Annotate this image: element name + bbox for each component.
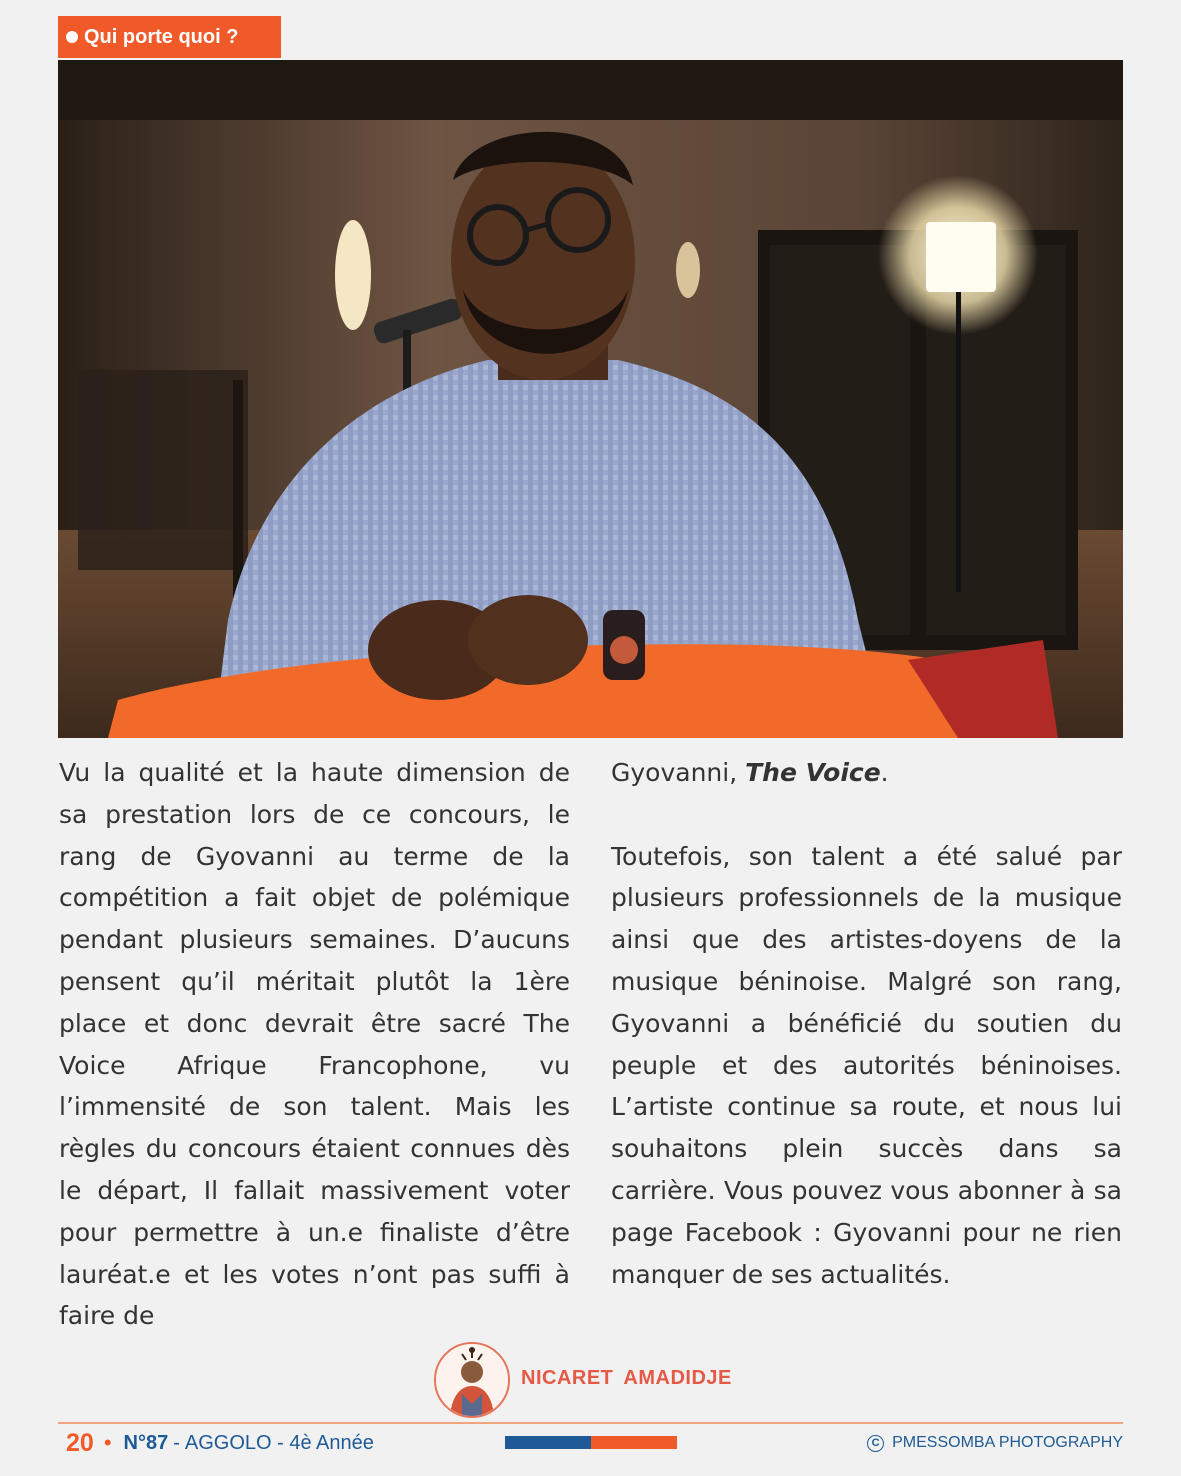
author-first-name: NICARET (521, 1367, 614, 1389)
footer-separator: - (173, 1431, 180, 1454)
page-number: 20 (66, 1428, 94, 1457)
article-paragraph: Toutefois, son talent a été salué par plusieurs professionnels de la musique ainsi que des artistes-doyens de la musique béninoise. Malgré son rang, Gyovanni a bénéficié du soutien du peuple et des autorités béninoises. L’artiste continue sa route, et nous lui souhaitons plein succès dans sa carrière. Vous pouvez vous abonner à sa page Facebook : Gyovanni pour ne rien manquer de ses actualités. (611, 841, 1122, 1289)
author-name (521, 1367, 732, 1390)
author-avatar (434, 1342, 510, 1418)
footer-color-bars (505, 1436, 677, 1449)
lead-text: Gyovanni, (611, 758, 746, 787)
author-last-name: AMADIDJE (623, 1367, 732, 1389)
footer-bar-orange (591, 1436, 677, 1449)
article-column-right (611, 752, 1122, 1295)
magazine-name: AGGOLO - 4è Année (184, 1431, 374, 1454)
lead-emphasis: The Voice (745, 758, 881, 787)
article-lead (611, 752, 1122, 794)
footer-bullet: • (103, 1430, 112, 1455)
lead-end: . (880, 758, 889, 787)
footer-bar-blue (505, 1436, 591, 1449)
footer-issue-info (66, 1427, 374, 1459)
main-photo (58, 60, 1123, 738)
footer-divider (58, 1422, 1123, 1424)
copyright-icon: C (867, 1435, 884, 1452)
paragraph-spacer (611, 794, 1122, 836)
section-tag-label: Qui porte quoi ? (84, 25, 239, 48)
bullet-dot-icon (66, 31, 78, 43)
photo-credit-label: PMESSOMBA PHOTOGRAPHY (892, 1434, 1123, 1451)
article-column-left (59, 752, 570, 1337)
photo-credit (867, 1431, 1123, 1455)
article-paragraph: Vu la qualité et la haute dimension de sa prestation lors de ce concours, le rang de Gyovanni au terme de la compétition a fait objet de polémique pendant plusieurs semaines. D’aucuns pensent qu’il méritait plutôt la 1ère place et donc devrait être sacré The Voice Afrique Francophone, vu l’immensité de son talent. Mais les règles du concours étaient connues dès le départ, Il fallait massivement voter pour permettre à un.e finaliste d’être lauréat.e et les votes n’ont pas suffi à faire de (59, 758, 570, 1331)
issue-number: N°87 (123, 1431, 169, 1454)
section-tag (58, 16, 281, 58)
